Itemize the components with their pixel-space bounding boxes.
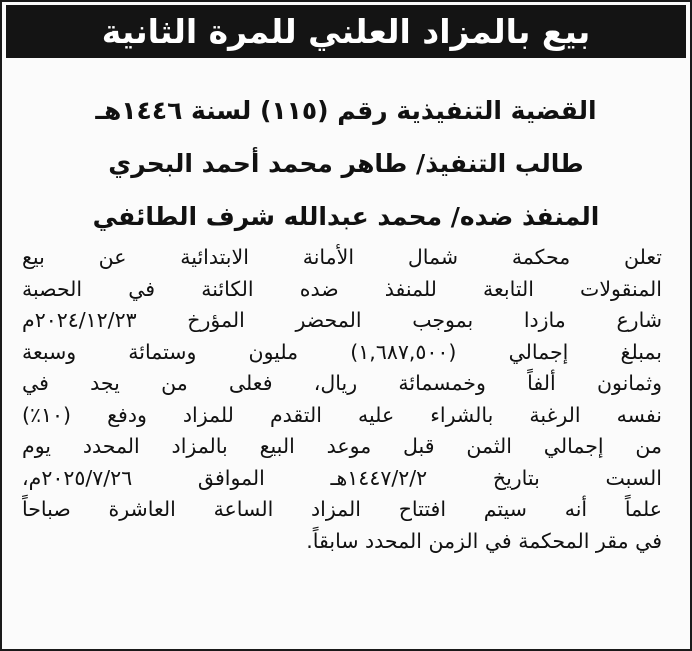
title-bar (6, 5, 686, 58)
body-line-10: في مقر المحكمة في الزمن المحدد سابقاً. (306, 528, 662, 553)
body-line-4: بمبلغ إجمالي (١,٦٨٧,٥٠٠) مليون وستمائة وسبعة (22, 339, 662, 364)
notice-body (22, 242, 662, 557)
body-line-1: تعلن محكمة شمال الأمانة الابتدائية عن بيع (22, 245, 662, 269)
body-line-9: علماً أنه سيتم افتتاح المزاد الساعة العاشرة صباحاً (22, 497, 662, 521)
body-line-5: وثمانون ألفاً وخمسمائة ريال، فعلى من يجد في (22, 371, 662, 395)
case-heading-block (12, 84, 680, 243)
body-line-8: السبت بتاريخ ١٤٤٧/٢/٢هـ الموافق ٢٠٢٥/٧/٢٦م، (22, 465, 662, 490)
applicant-line: طالب التنفيذ/ طاهر محمد أحمد البحري (108, 149, 584, 178)
notice-title: بيع بالمزاد العلني للمرة الثانية (101, 12, 591, 51)
respondent-line: المنفذ ضده/ محمد عبدالله شرف الطائفي (92, 202, 600, 231)
body-line-7: من إجمالي الثمن قبل موعد البيع بالمزاد المحدد يوم (22, 434, 662, 458)
body-line-2: المنقولات التابعة للمنفذ ضده الكائنة في الحصبة (22, 276, 662, 301)
body-line-3: شارع مازدا بموجب المحضر المؤرخ ٢٠٢٤/١٢/٢٣م (22, 308, 662, 332)
body-line-6: نفسه الرغبة بالشراء عليه التقدم للمزاد ودفع (١٠٪) (22, 402, 662, 427)
case-number-line: القضية التنفيذية رقم (١١٥) لسنة ١٤٤٦هـ (95, 96, 597, 125)
